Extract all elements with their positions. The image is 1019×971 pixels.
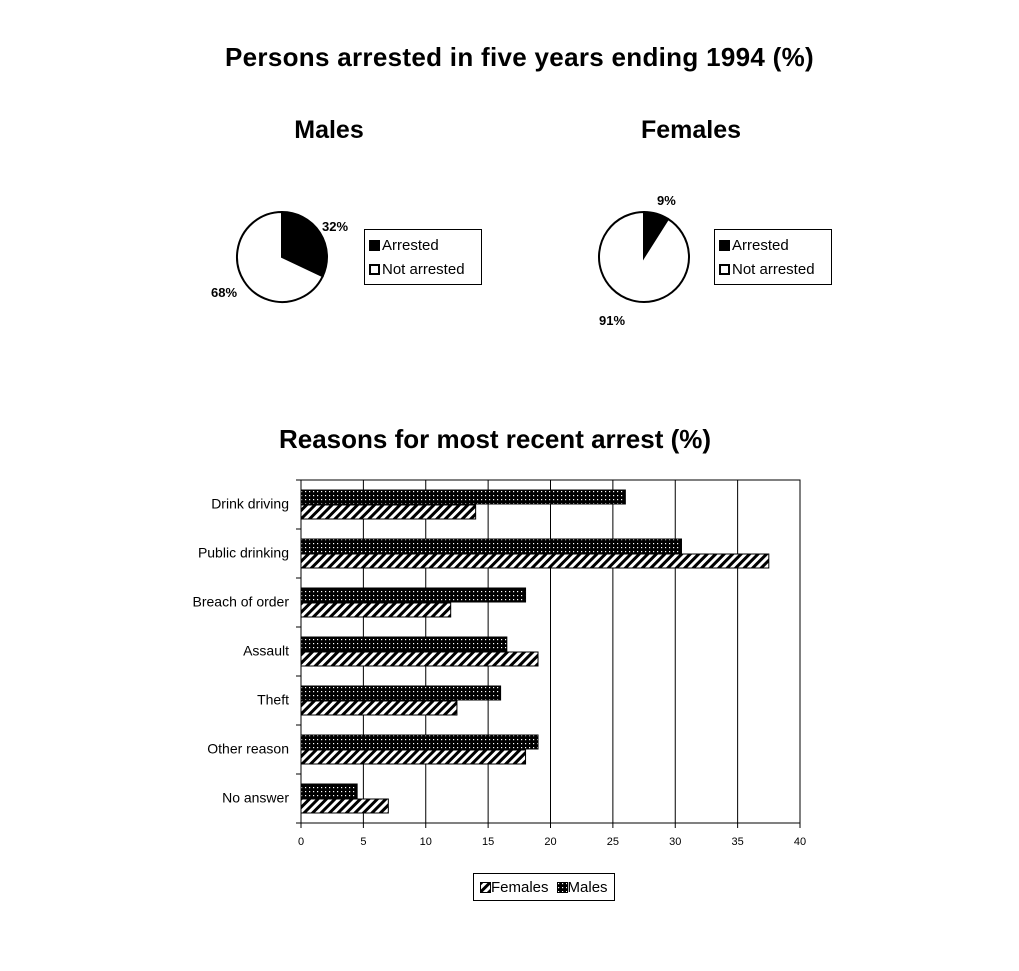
- bar-chart-svg: [0, 470, 1019, 870]
- x-tick-label: 25: [606, 836, 619, 848]
- arrested-swatch: [719, 240, 730, 251]
- bar-chart-legend: [473, 873, 615, 901]
- males-not-arrested-label: 68%: [211, 285, 238, 300]
- category-label: Drink driving: [211, 495, 289, 512]
- legend-item-arrested: [719, 233, 827, 257]
- females-arrested-label: 9%: [657, 193, 676, 208]
- legend-item-not-arrested: [369, 257, 477, 281]
- females-swatch: [480, 882, 491, 893]
- legend-label: Not arrested: [382, 260, 465, 278]
- x-tick-label: 40: [793, 836, 807, 848]
- bar-females: [301, 799, 388, 813]
- category-label: No answer: [222, 789, 289, 806]
- legend-item-females: [480, 879, 549, 896]
- females-pie: [599, 212, 689, 302]
- x-tick-label: 15: [482, 836, 495, 848]
- x-tick-label: 10: [419, 836, 432, 848]
- bar-males: [301, 490, 625, 504]
- legend-label: Not arrested: [732, 260, 815, 278]
- bar-males: [301, 637, 507, 651]
- bar-females: [301, 603, 451, 617]
- bar-females: [301, 554, 769, 568]
- females-not-arrested-label: 91%: [599, 313, 626, 328]
- bar-males: [301, 784, 357, 798]
- males-arrested-label: 32%: [322, 219, 349, 234]
- page-title: Persons arrested in five years ending 1994 (%): [225, 42, 814, 72]
- males-swatch: [557, 882, 568, 893]
- category-label: Theft: [257, 691, 289, 708]
- category-label: Assault: [243, 642, 289, 659]
- pie-charts-svg: [0, 0, 1019, 400]
- x-tick-label: 35: [731, 836, 744, 848]
- legend-label: Arrested: [382, 236, 439, 254]
- category-label: Other reason: [207, 740, 289, 757]
- males-pie: [237, 212, 327, 302]
- legend-label: Females: [491, 878, 549, 896]
- bar-females: [301, 701, 457, 715]
- legend-label: Males: [567, 878, 608, 896]
- bar-males: [301, 539, 681, 553]
- x-tick-label: 30: [669, 836, 682, 848]
- bar-females: [301, 750, 526, 764]
- x-tick-label: 0: [297, 836, 305, 848]
- bar-females: [301, 505, 476, 519]
- females-pie-title: Females: [640, 116, 742, 144]
- bar-chart-title: Reasons for most recent arrest (%): [278, 424, 712, 454]
- bar-males: [301, 588, 526, 602]
- not-arrested-swatch: [369, 264, 380, 275]
- category-label: Public drinking: [197, 544, 289, 561]
- males-pie-title: Males: [294, 116, 364, 144]
- legend-item-males: [557, 879, 608, 896]
- males-legend: [364, 229, 482, 285]
- legend-item-arrested: [369, 233, 477, 257]
- x-tick-label: 5: [360, 836, 367, 848]
- legend-label: Arrested: [732, 236, 789, 254]
- females-legend: [714, 229, 832, 285]
- pie-slice-not-arrested: [599, 212, 689, 302]
- bar-males: [301, 686, 501, 700]
- bar-males: [301, 735, 538, 749]
- bar-marks: [301, 490, 769, 813]
- category-label: Breach of order: [192, 593, 289, 610]
- arrested-swatch: [369, 240, 380, 251]
- legend-item-not-arrested: [719, 257, 827, 281]
- bar-females: [301, 652, 538, 666]
- x-tick-label: 20: [544, 836, 557, 848]
- not-arrested-swatch: [719, 264, 730, 275]
